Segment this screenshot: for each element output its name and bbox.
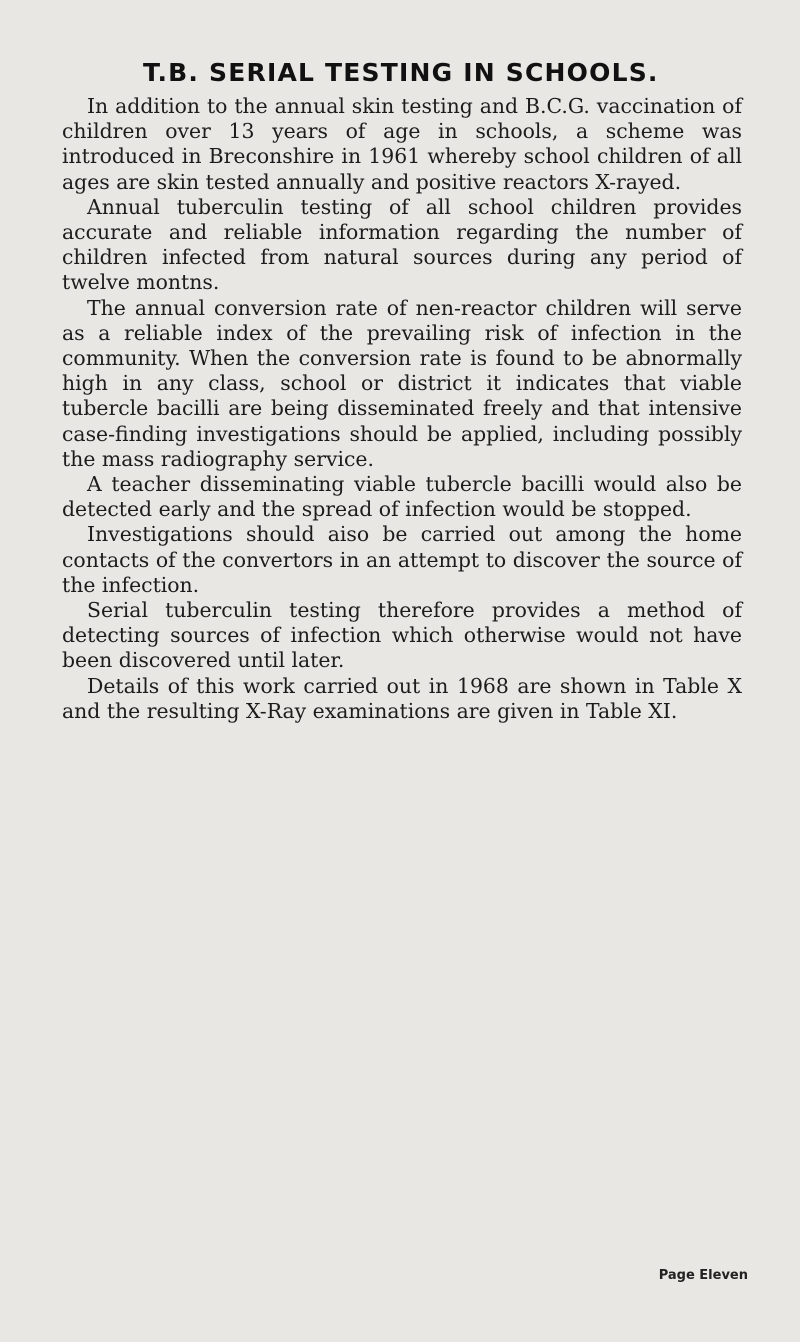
- paragraph-annual-skin-testing: In addition to the annual skin testing and B.C.G. vaccination of children over 13 years of age in schools, a scheme was introduced in Breconshire in 1961 whereby school children of all ages are skin tested annually and positive reactors X-rayed.: [62, 94, 742, 194]
- page-title: T.B. SERIAL TESTING IN SCHOOLS.: [143, 58, 659, 87]
- paragraph-teacher-detection: A teacher disseminating viable tubercle bacilli would also be detected early and the spread of infection would be stopped.: [62, 472, 742, 522]
- paragraph-serial-testing-method: Serial tuberculin testing therefore provides a method of detecting sources of infection which otherwise would not have been discovered until later.: [62, 598, 742, 673]
- paragraph-conversion-rate: The annual conversion rate of nen-reactor children will serve as a reliable index of the prevailing risk of infection in the community. When the conversion rate is found to be abnormally high in any class, school or district it indicates that viable tubercle bacilli are being disseminated freely and that intensive case-finding investigations should be applied, including possibly the mass radiography service.: [62, 295, 742, 471]
- paragraph-details-tables: Details of this work carried out in 1968 are shown in Table X and the resulting X-Ray examinations are given in Table XI.: [62, 673, 742, 723]
- paragraph-home-contacts: Investigations should aiso be carried out among the home contacts of the convertors in an attempt to discover the source of the infection.: [62, 522, 742, 597]
- page-number: Page Eleven: [658, 1268, 748, 1283]
- body-text: [62, 94, 742, 724]
- paragraph-annual-tuberculin-testing: Annual tuberculin testing of all school children provides accurate and reliable information regarding the number of children infected from natural sources during any period of twelve montns.: [62, 194, 742, 295]
